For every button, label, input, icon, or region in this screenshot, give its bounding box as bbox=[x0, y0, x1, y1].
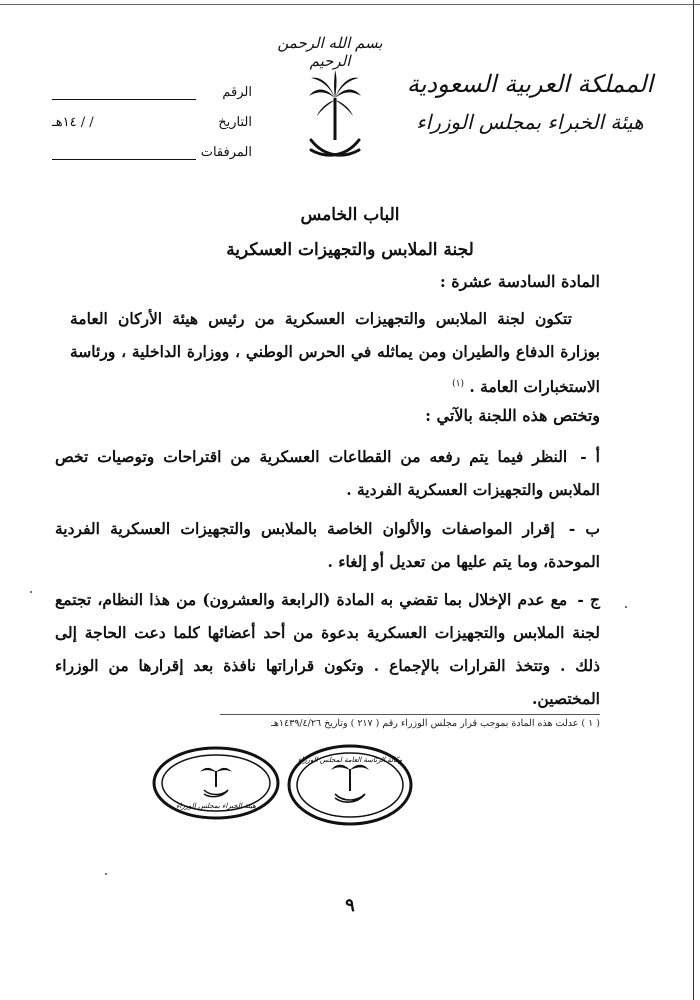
scan-border bbox=[693, 0, 694, 1000]
official-seal-right bbox=[285, 742, 415, 828]
article-heading: المادة السادسة عشرة : bbox=[439, 272, 600, 291]
number-line bbox=[52, 85, 196, 100]
seal-right-text: وكالة الرئاسة العامة لمجلس الوزراء bbox=[298, 756, 402, 764]
footnote-marker: (١) bbox=[452, 379, 464, 389]
date-row bbox=[52, 100, 252, 130]
date-value: / / ١٤هـ bbox=[52, 115, 94, 130]
item-text: النظر فيما يتم رفعه من القطاعات العسكرية من اقتراحات وتوصيات تخص الملابس والتجهيزات العسكرية الفردية . bbox=[55, 447, 600, 499]
basmala: بسم الله الرحمن الرحيم bbox=[277, 34, 383, 70]
list-item bbox=[55, 512, 600, 578]
chapter-title: الباب الخامس bbox=[300, 205, 400, 225]
date-label: التاريخ bbox=[218, 115, 252, 130]
scan-speck bbox=[625, 606, 627, 608]
paragraph-text: تتكون لجنة الملابس والتجهيزات العسكرية من رئيس هيئة الأركان العامة بوزارة الدفاع والطيران ومن يماثله في الحرس الوطني ، ووزارة الداخلية ، ورئاسة الاستخبارات العامة . bbox=[70, 309, 600, 397]
scan-speck bbox=[30, 591, 32, 593]
attachments-label: المرفقات bbox=[200, 145, 252, 160]
article-paragraph bbox=[70, 302, 600, 403]
attachments-line bbox=[52, 145, 196, 160]
council-name: هيئة الخبراء بمجلس الوزراء bbox=[416, 110, 644, 134]
attachments-row bbox=[52, 130, 252, 160]
scan-speck bbox=[105, 873, 107, 875]
number-label: الرقم bbox=[222, 85, 252, 100]
item-letter: ب - bbox=[568, 519, 601, 538]
kingdom-name: المملكة العربية السعودية bbox=[406, 70, 654, 98]
page-number: ٩ bbox=[345, 895, 355, 916]
item-letter: أ - bbox=[580, 447, 600, 466]
official-seal-left bbox=[150, 744, 282, 822]
number-row bbox=[52, 70, 252, 100]
reference-block bbox=[52, 70, 252, 160]
item-text: مع عدم الإخلال بما تقضي به المادة (الرابعة والعشرون) من هذا النظام، تجتمع لجنة الملابس والتجهيزات العسكرية بدعوة من أحد أعضائها كلما دعت الحاجة إلى ذلك . وتتخذ القرارات بالإجماع . وتكون قراراتها نافذة بعد إقرارها من الوزراء المختصين. bbox=[55, 590, 600, 708]
item-text: إقرار المواصفات والألوان الخاصة بالملابس والتجهيزات العسكرية الفردية الموحدة، وما يتم عليها من تعديل أو إلغاء . bbox=[55, 519, 600, 571]
footnote: ( ١ ) عدلت هذه المادة بموجب قرار مجلس الوزراء رقم ( ٢١٧ ) وتاريخ ١٤٣٩/٤/٢٦هـ bbox=[271, 718, 600, 729]
committee-title: لجنة الملابس والتجهيزات العسكرية bbox=[226, 240, 474, 260]
footnote-divider bbox=[220, 714, 600, 715]
scan-top-edge bbox=[0, 4, 700, 5]
list-item bbox=[55, 440, 600, 506]
saudi-emblem-icon bbox=[305, 68, 365, 168]
item-letter: ج - bbox=[577, 590, 600, 609]
list-item bbox=[55, 583, 600, 715]
seal-left-text: هيئة الخبراء بمجلس الوزراء bbox=[176, 802, 256, 810]
duties-intro: وتختص هذه اللجنة بالآتي : bbox=[425, 406, 600, 425]
